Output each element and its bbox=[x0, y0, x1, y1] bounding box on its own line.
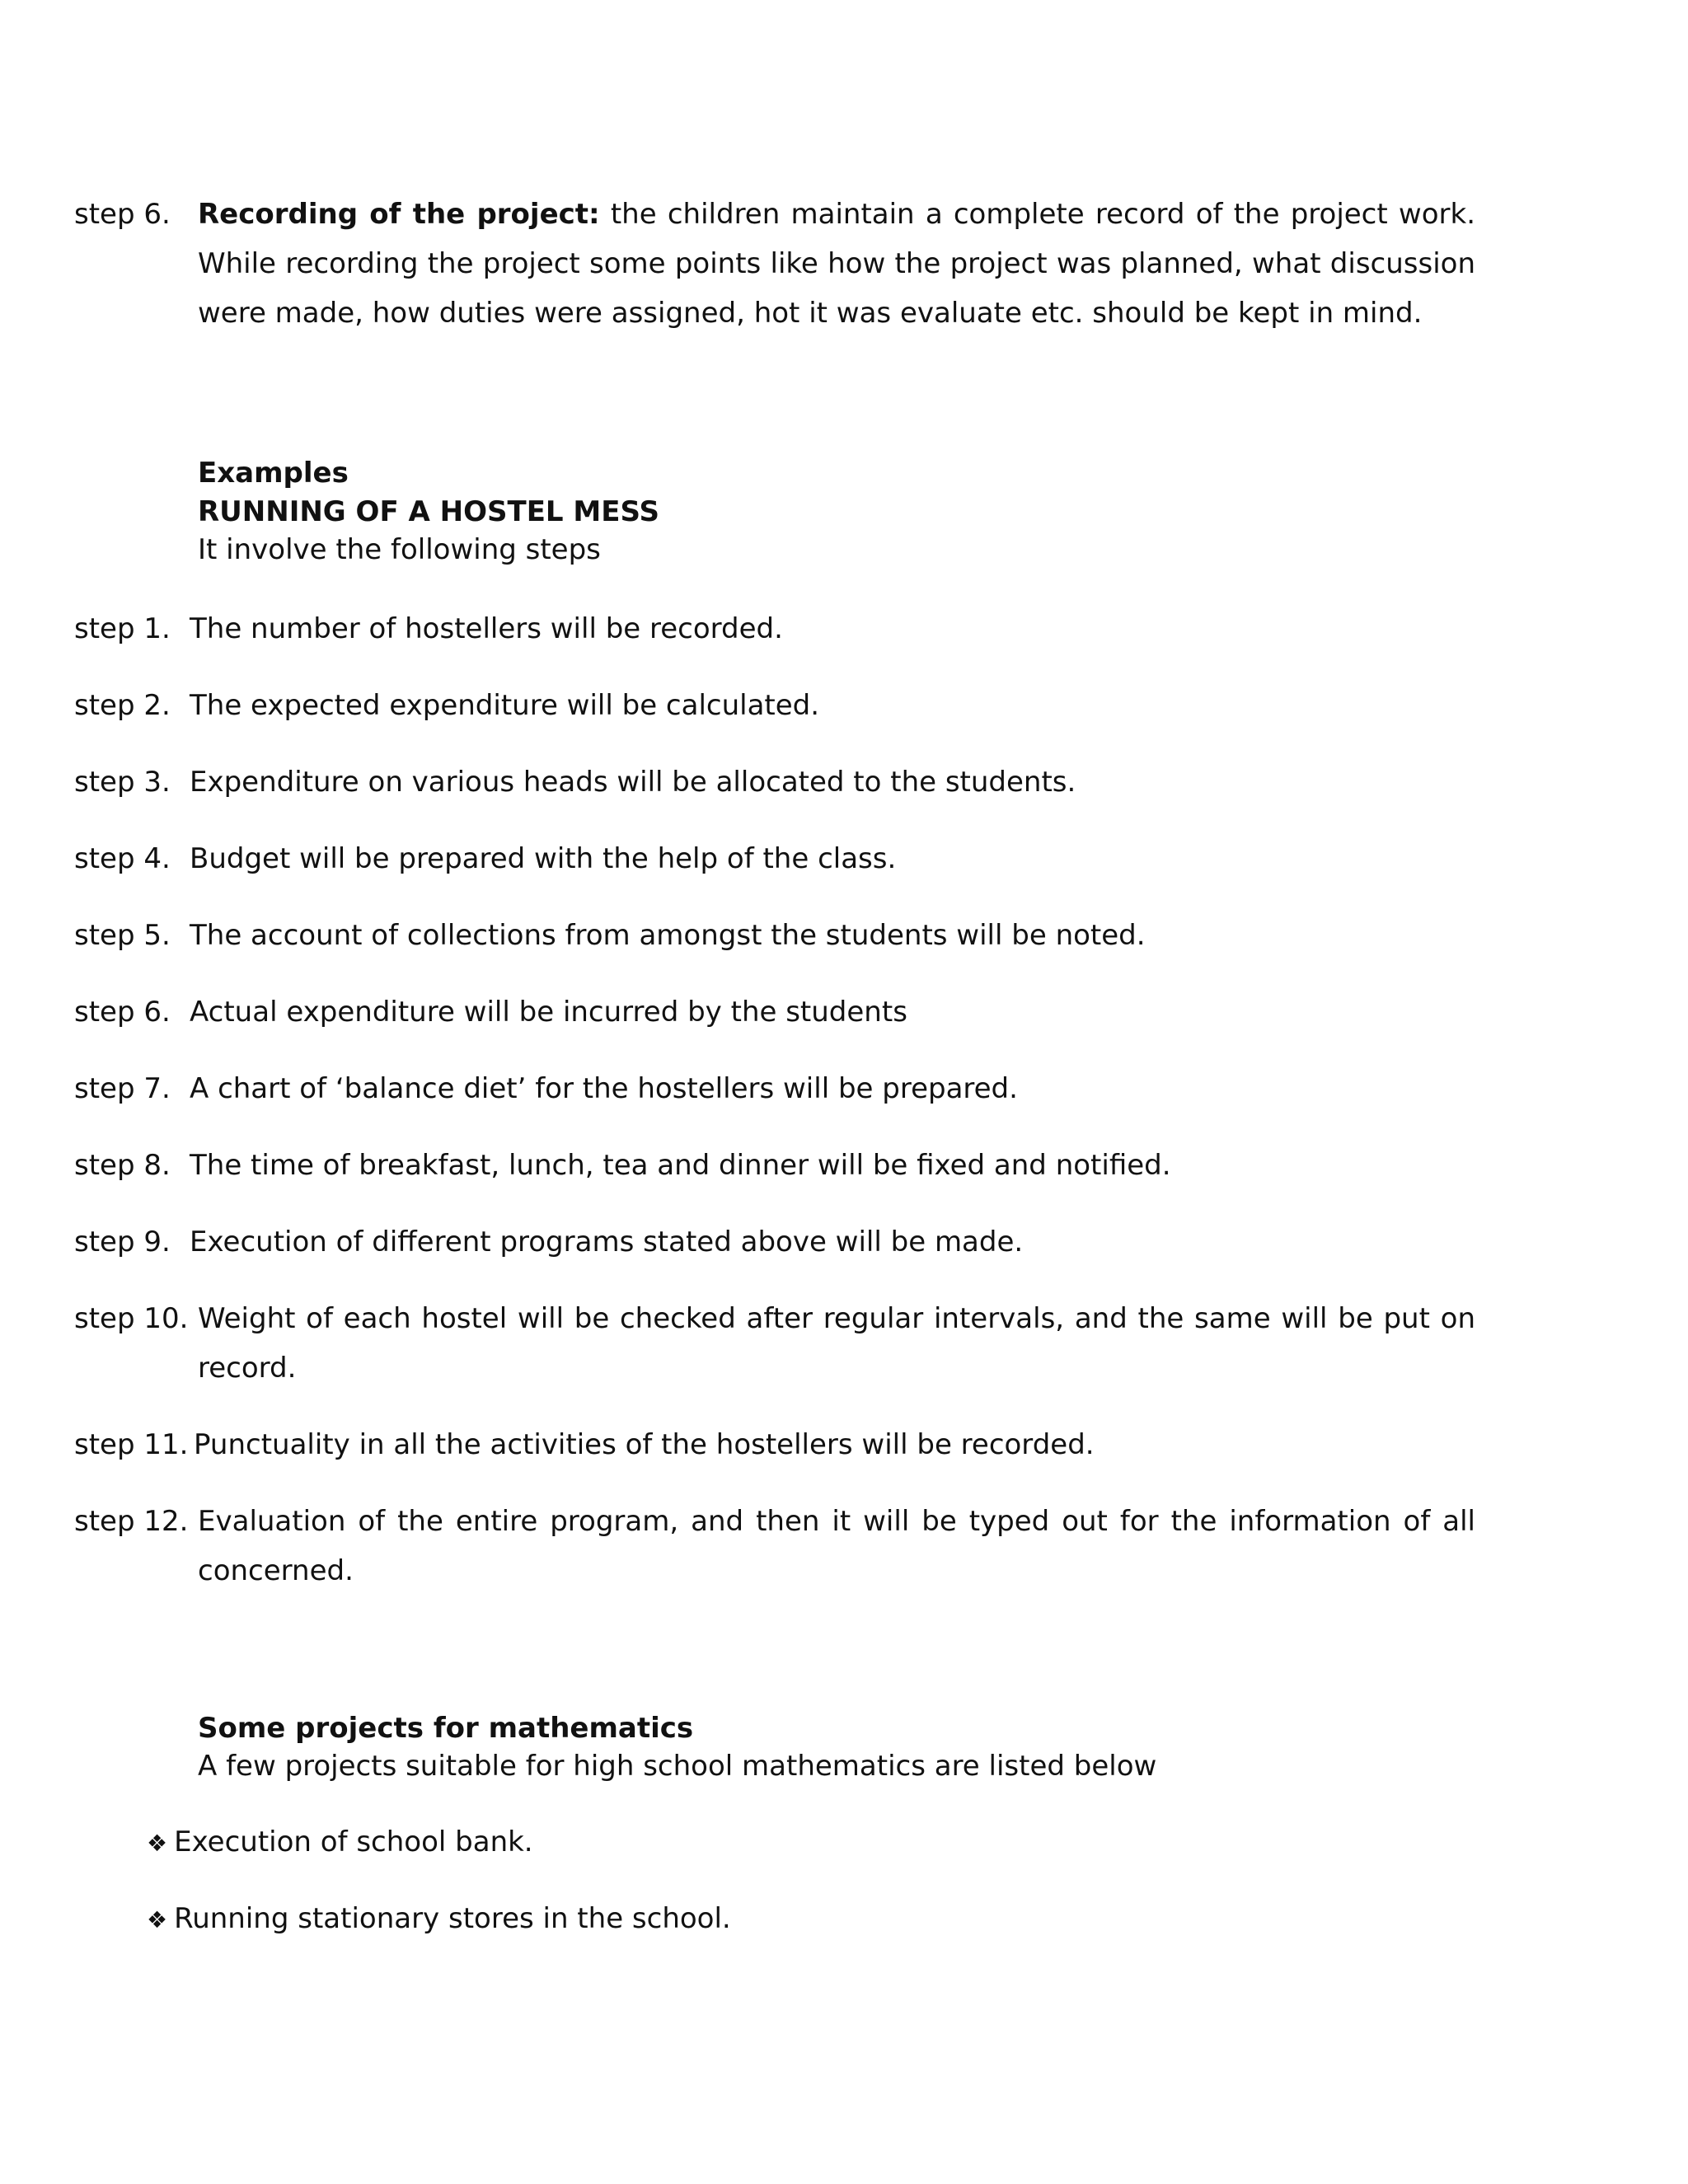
list-item bbox=[74, 987, 1475, 1037]
step-lead: Recording of the project: bbox=[198, 198, 600, 231]
step-body: the children maintain a complete record of the project work. While recording the project some points like how the project was planned, what discussion were made, how duties were assigned, hot it was evaluate etc. should be kept in mind. bbox=[198, 198, 1476, 330]
step-number: step 5. bbox=[74, 919, 171, 952]
step-number: step 11. bbox=[74, 1428, 189, 1461]
examples-intro: It involve the following steps bbox=[198, 533, 601, 566]
list-item bbox=[74, 1217, 1475, 1267]
step-number: step 6. bbox=[74, 198, 171, 231]
examples-heading: Examples bbox=[198, 457, 349, 490]
list-item bbox=[147, 1823, 533, 1863]
step-text: The number of hostellers will be recorded. bbox=[190, 612, 783, 645]
step-text: The expected expenditure will be calculated. bbox=[190, 689, 820, 722]
step-number: step 10. bbox=[74, 1302, 189, 1335]
step-number: step 3. bbox=[74, 766, 171, 799]
step-text bbox=[198, 190, 1475, 338]
step-text: Expenditure on various heads will be allocated to the students. bbox=[190, 766, 1076, 799]
step-text: The account of collections from amongst the students will be noted. bbox=[190, 919, 1146, 952]
bullet-diamond-icon: ❖ bbox=[147, 1906, 168, 1933]
step-text: Evaluation of the entire program, and then it will be typed out for the information of all concerned. bbox=[198, 1505, 1475, 1587]
step-number: step 4. bbox=[74, 842, 171, 875]
list-item bbox=[74, 604, 1475, 654]
step-text: A chart of ‘balance diet’ for the hostellers will be prepared. bbox=[190, 1072, 1018, 1105]
step-text: The time of breakfast, lunch, tea and dinner will be fixed and notified. bbox=[190, 1149, 1171, 1182]
step-number: step 9. bbox=[74, 1226, 171, 1258]
step-number: step 12. bbox=[74, 1505, 189, 1538]
list-item bbox=[74, 1420, 1475, 1469]
list-item bbox=[74, 1064, 1475, 1113]
math-projects-intro: A few projects suitable for high school mathematics are listed below bbox=[198, 1750, 1157, 1783]
step-number: step 2. bbox=[74, 689, 171, 722]
step-number: step 8. bbox=[74, 1149, 171, 1182]
list-item bbox=[74, 1141, 1475, 1190]
list-item bbox=[74, 1294, 1475, 1393]
list-item bbox=[74, 757, 1475, 807]
list-item bbox=[74, 681, 1475, 730]
step-text: Weight of each hostel will be checked after regular intervals, and the same will be put on record. bbox=[198, 1302, 1475, 1385]
step-number: step 6. bbox=[74, 996, 171, 1029]
list-item bbox=[147, 1900, 731, 1939]
bullet-diamond-icon: ❖ bbox=[147, 1830, 168, 1857]
hostel-mess-heading: RUNNING OF A HOSTEL MESS bbox=[198, 495, 659, 528]
math-projects-heading: Some projects for mathematics bbox=[198, 1712, 694, 1745]
list-item bbox=[74, 1497, 1475, 1596]
list-item bbox=[74, 834, 1475, 883]
bullet-text: Execution of school bank. bbox=[174, 1825, 533, 1858]
list-item bbox=[74, 911, 1475, 960]
bullet-text: Running stationary stores in the school. bbox=[174, 1902, 731, 1935]
step-text: Execution of different programs stated above will be made. bbox=[190, 1226, 1024, 1258]
step-number: step 1. bbox=[74, 612, 171, 645]
step-text: Actual expenditure will be incurred by the students bbox=[190, 996, 907, 1029]
recording-step bbox=[74, 190, 1475, 338]
step-text: Punctuality in all the activities of the hostellers will be recorded. bbox=[194, 1428, 1095, 1461]
step-number: step 7. bbox=[74, 1072, 171, 1105]
step-text: Budget will be prepared with the help of the class. bbox=[190, 842, 897, 875]
